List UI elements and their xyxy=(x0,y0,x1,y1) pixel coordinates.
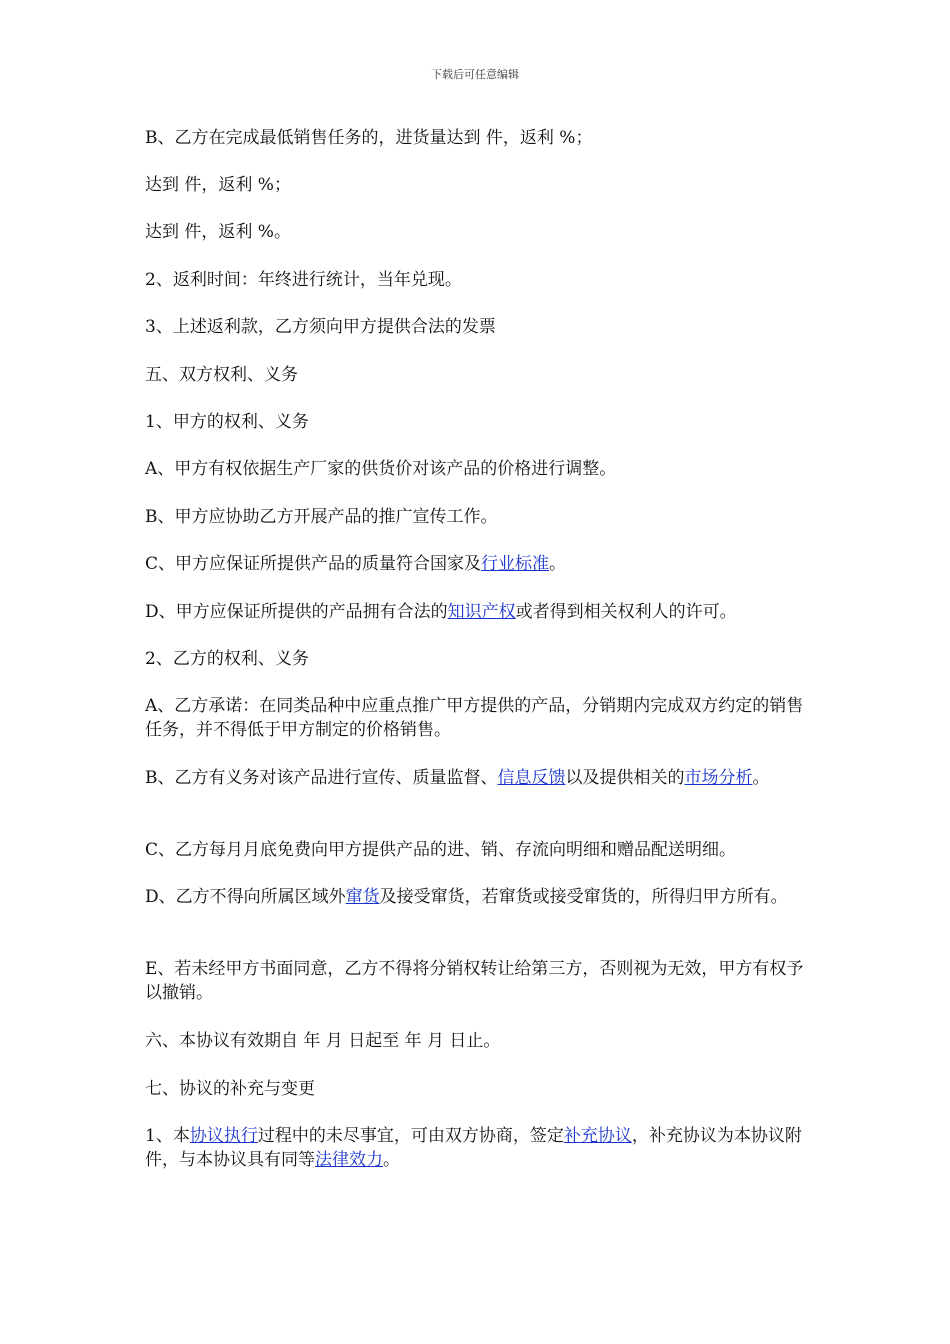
paragraph xyxy=(145,694,810,742)
paragraph xyxy=(145,363,810,387)
hyperlink[interactable]: 信息反馈 xyxy=(497,768,566,788)
paragraph-text: 1、本 xyxy=(145,1126,190,1146)
paragraph-text: 以及提供相关的 xyxy=(565,768,685,788)
paragraph-text: E、若未经甲方书面同意，乙方不得将分销权转让给第三方，否则视为无效，甲方有权予以撤销。 xyxy=(145,959,804,1003)
paragraph-text: B、甲方应协助乙方开展产品的推广宣传工作。 xyxy=(145,507,498,527)
paragraph xyxy=(145,315,810,339)
paragraph-text: 达到 件，返利 %。 xyxy=(145,222,291,242)
paragraph xyxy=(145,457,810,481)
paragraph-text: 2、返利时间：年终进行统计，当年兑现。 xyxy=(145,270,462,290)
paragraph-text: C、乙方每月月底免费向甲方提供产品的进、销、存流向明细和赠品配送明细。 xyxy=(145,840,737,860)
paragraph-text: A、乙方承诺：在同类品种中应重点推广甲方提供的产品，分销期内完成双方约定的销售任务，并不得低于甲方制定的价格销售。 xyxy=(145,696,804,740)
paragraph-text: B、乙方有义务对该产品进行宣传、质量监督、 xyxy=(145,768,498,788)
paragraph xyxy=(145,600,810,624)
paragraph-text: B、乙方在完成最低销售任务的，进货量达到 件，返利 %； xyxy=(145,128,593,148)
hyperlink[interactable]: 市场分析 xyxy=(684,768,753,788)
paragraph-text: 及接受窜货，若窜货或接受窜货的，所得归甲方所有。 xyxy=(379,887,788,907)
paragraph-text: 。 xyxy=(383,1150,400,1170)
paragraph-text: D、甲方应保证所提供的产品拥有合法的 xyxy=(145,602,448,622)
paragraph xyxy=(145,268,810,292)
paragraph-text: 七、协议的补充与变更 xyxy=(145,1079,315,1099)
hyperlink[interactable]: 补充协议 xyxy=(563,1126,632,1146)
paragraph xyxy=(145,410,810,434)
paragraph-text: A、甲方有权依据生产厂家的供货价对该产品的价格进行调整。 xyxy=(145,459,617,479)
paragraph-text: 五、双方权利、义务 xyxy=(145,365,298,385)
paragraph-text: 。 xyxy=(752,768,770,788)
paragraph xyxy=(145,838,810,862)
hyperlink[interactable]: 行业标准 xyxy=(481,554,550,574)
paragraph xyxy=(145,1124,810,1172)
paragraph-text: 2、乙方的权利、义务 xyxy=(145,649,309,669)
paragraph xyxy=(145,1077,810,1101)
paragraph xyxy=(145,885,810,909)
paragraph xyxy=(145,173,810,197)
hyperlink[interactable]: 协议执行 xyxy=(189,1126,258,1146)
paragraph xyxy=(145,766,810,790)
paragraph xyxy=(145,647,810,671)
paragraph xyxy=(145,957,810,1005)
paragraph-text: ，补充协议为本协议附件，与本协议具有同等 xyxy=(145,1126,802,1170)
paragraph-text: 过程中的未尽事宜，可由双方协商，签定 xyxy=(257,1126,564,1146)
paragraph-text: 或者得到相关权利人的许可。 xyxy=(515,602,737,622)
hyperlink[interactable]: 法律效力 xyxy=(315,1150,383,1170)
page-header: 下载后可任意编辑 xyxy=(431,68,519,81)
paragraph-text: 。 xyxy=(549,554,567,574)
paragraph xyxy=(145,126,810,150)
paragraph-text: 3、上述返利款，乙方须向甲方提供合法的发票 xyxy=(145,317,496,337)
paragraph xyxy=(145,505,810,529)
paragraph xyxy=(145,220,810,244)
paragraph-text: 1、甲方的权利、义务 xyxy=(145,412,309,432)
paragraph xyxy=(145,552,810,576)
hyperlink[interactable]: 窜货 xyxy=(345,887,380,907)
paragraph-text: 达到 件，返利 %； xyxy=(145,175,291,195)
paragraph-text: D、乙方不得向所属区域外 xyxy=(145,887,346,907)
hyperlink[interactable]: 知识产权 xyxy=(447,602,516,622)
paragraph-text: 六、本协议有效期自 年 月 日起至 年 月 日止。 xyxy=(145,1031,501,1051)
paragraph-text: C、甲方应保证所提供产品的质量符合国家及 xyxy=(145,554,482,574)
paragraph xyxy=(145,1029,810,1053)
